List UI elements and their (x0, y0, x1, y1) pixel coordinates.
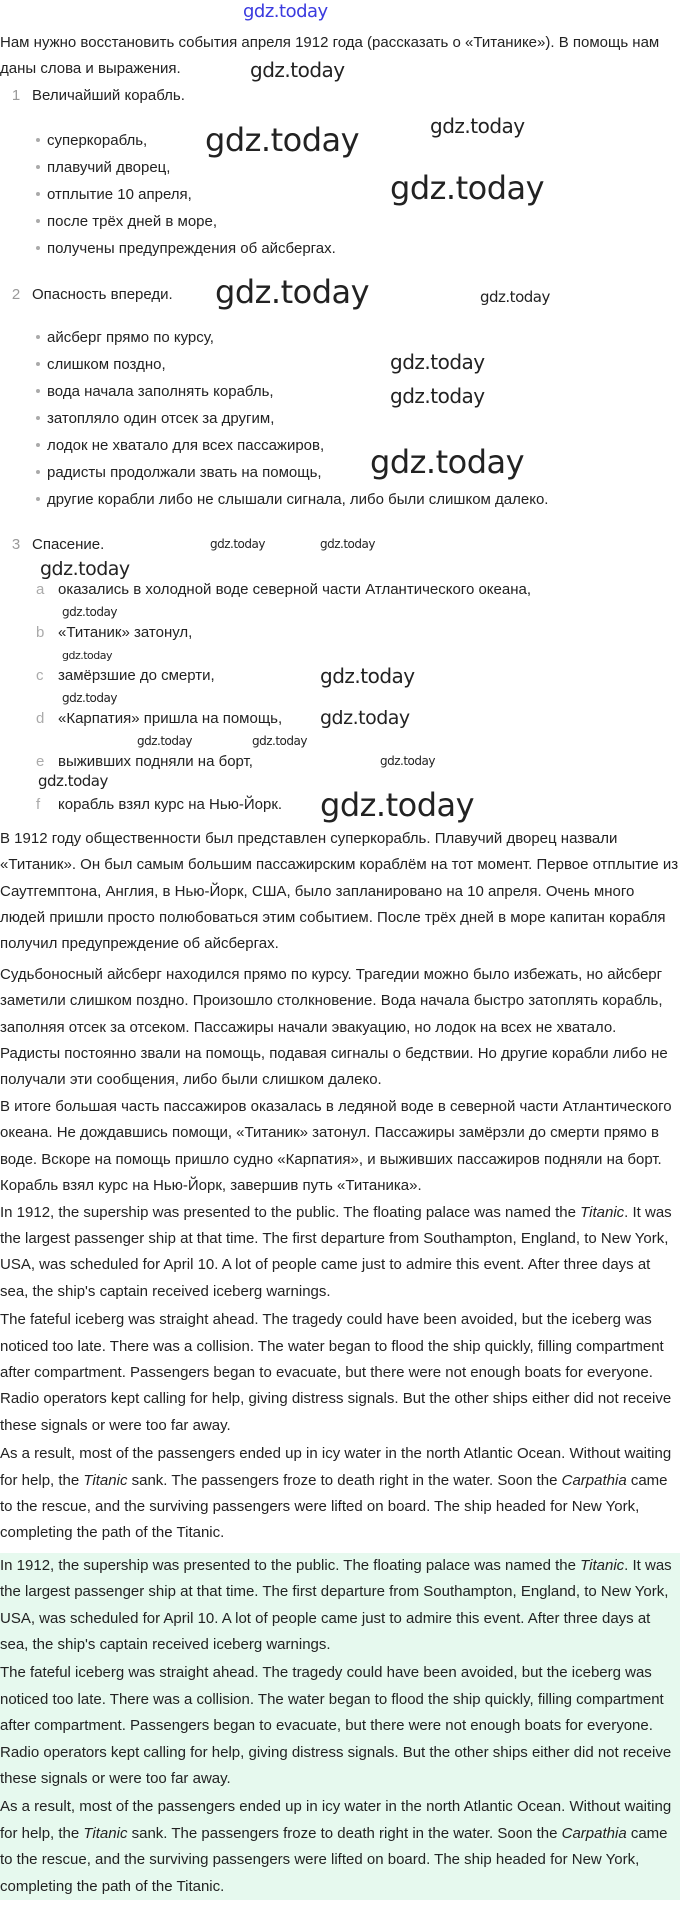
list-item (36, 378, 680, 408)
text: As a result, most of the passengers ended up in icy water in the north Atlantic Ocean. Without waiting for help, the (0, 1445, 672, 1489)
ship-name: Carpathia (561, 1471, 627, 1489)
section-title: Величайший корабль. (32, 86, 185, 104)
list-item-text: отплытие 10 апреля, (47, 185, 192, 203)
bullet-icon (36, 138, 40, 142)
english-paragraph (0, 1794, 680, 1900)
text: . It was the largest passenger ship at that time. The first departure from Southampton, England, to New York, USA, was scheduled for April 10. A lot of people came just to admire this event. After three days at sea, the ship's captain received iceberg warnings. (0, 1203, 672, 1300)
bullet-icon (36, 362, 40, 366)
section-title: Опасность впереди. (32, 285, 173, 303)
text: As a result, most of the passengers ended up in icy water in the north Atlantic Ocean. Without waiting for help, the (0, 1798, 672, 1842)
watermark: gdz.today (252, 734, 307, 748)
watermark: gdz.today (480, 288, 550, 306)
bullet-icon (36, 192, 40, 196)
watermark: gdz.today (320, 707, 410, 729)
list-item (36, 486, 680, 513)
list-item (36, 351, 680, 378)
russian-paragraph: Судьбоносный айсберг находился прямо по курсу. Трагедии можно было избежать, но айсберг заметили слишком поздно. Произошло столкновение. Вода начала быстро затоплять корабль, заполняя отсек за отсеком. Пассажиры начали эвакуацию, но лодок на всех не хватало. Радисты постоянно звали на помощь, подавая сигналы о бедствии. Но другие корабли либо не получали эти сообщения, либо были слишком далеко. (0, 965, 668, 1089)
list-item-text: выживших подняли на борт, (58, 752, 253, 770)
list-item-text: другие корабли либо не слышали сигнала, либо были слишком далеко. (47, 490, 549, 508)
watermark: gdz.today (40, 558, 130, 580)
item-letter: c (36, 666, 44, 684)
list-item-text: «Титаник» затонул, (58, 623, 193, 641)
list-item-text: получены предупреждения об айсбергах. (47, 239, 336, 257)
watermark: gdz.today (390, 350, 485, 374)
watermark: gdz.today (205, 121, 360, 159)
text: came to the rescue, and the surviving passengers were lifted on board. The ship headed for New York, completing the path of the Titanic. (0, 1824, 668, 1895)
bullet-icon (36, 219, 40, 223)
list-item (36, 459, 680, 486)
watermark: gdz.today (62, 691, 117, 705)
item-letter: f (36, 795, 41, 813)
english-paragraph: The fateful iceberg was straight ahead. The tragedy could have been avoided, but the iceberg was noticed too late. There was a collision. The water began to flood the ship quickly, filling compartment after compartment. Passengers began to evacuate, but there were not enough boats for everyone. Radio operators kept calling for help, giving distress signals. But the other ships either did not receive these signals or were too far away. (0, 1311, 672, 1434)
list-item-text: затопляло один отсек за другим, (47, 409, 275, 427)
list-item-text: корабль взял курс на Нью-Йорк. (58, 795, 283, 813)
watermark: gdz.today (215, 273, 370, 311)
bullet-icon (36, 335, 40, 339)
watermark: gdz.today (320, 664, 415, 688)
english-paragraph: The fateful iceberg was straight ahead. The tragedy could have been avoided, but the iceberg was noticed too late. There was a collision. The water began to flood the ship quickly, filling compartment after compartment. Passengers began to evacuate, but there were not enough boats for everyone. Radio operators kept calling for help, giving distress signals. But the other ships either did not receive these signals or were too far away. (0, 1664, 672, 1788)
english-story-answer (0, 1553, 680, 1900)
list-item (36, 208, 680, 235)
english-paragraph (0, 1441, 680, 1547)
list-item (36, 432, 680, 459)
watermark: gdz.today (370, 443, 525, 481)
list-item (36, 611, 680, 654)
bullet-icon (36, 497, 40, 501)
text: . It was the largest passenger ship at that time. The first departure from Southampton, England, to New York, USA, was scheduled for April 10. A lot of people came just to admire this event. After three days at sea, the ship's captain received iceberg warnings. (0, 1556, 672, 1653)
section-2-list (0, 324, 680, 513)
english-paragraph (0, 1553, 680, 1659)
list-item (36, 405, 680, 432)
watermark: gdz.today (38, 772, 108, 790)
list-item (36, 324, 680, 351)
watermark: gdz.today (390, 384, 485, 408)
item-letter: d (36, 709, 45, 727)
list-item-text: айсберг прямо по курсу, (47, 328, 214, 346)
english-story (0, 1200, 680, 1547)
watermark: gdz.today (62, 649, 113, 662)
section-number: 2 (11, 285, 21, 303)
list-item (36, 235, 680, 262)
ship-name: Carpathia (561, 1824, 627, 1842)
watermark-top: gdz.today (243, 1, 328, 22)
watermark: gdz.today (210, 537, 265, 551)
list-item-text: после трёх дней в море, (47, 212, 218, 230)
text: sank. The passengers froze to death right in the water. Soon the (127, 1471, 562, 1489)
watermark: gdz.today (250, 58, 345, 82)
bullet-icon (36, 246, 40, 250)
list-item-text: замёрзшие до смерти, (58, 666, 215, 684)
english-paragraph (0, 1200, 680, 1306)
russian-paragraph: В 1912 году общественности был представлен суперкорабль. Плавучий дворец назвали «Титаник». Он был самым большим пассажирским кораблём на тот момент. Первое отплытие из Саутгемптона, Англия, в Нью-Йорк, США, было запланировано на 10 апреля. Очень много людей пришли просто полюбоваться этим событием. После трёх дней в море капитан корабля получил предупреждение об айсбергах. (0, 829, 679, 953)
list-item-text: «Карпатия» пришла на помощь, (58, 709, 283, 727)
ship-name: Titanic (83, 1824, 128, 1842)
text: In 1912, the supership was presented to the public. The floating palace was named the (0, 1556, 581, 1574)
item-letter: e (36, 752, 45, 770)
bullet-icon (36, 470, 40, 474)
item-letter: a (36, 580, 45, 598)
russian-paragraph: В итоге большая часть пассажиров оказалась в ледяной воде в северной части Атлантического океана. Не дождавшись помощи, «Титаник» затонул. Пассажиры замёрзли до смерти прямо в воде. Вскоре на помощь пришло судно «Карпатия», и выживших пассажиров подняли на борт. Корабль взял курс на Нью-Йорк, завершив путь «Титаника». (0, 1097, 672, 1195)
watermark: gdz.today (390, 169, 545, 207)
text: came to the rescue, and the surviving passengers were lifted on board. The ship headed for New York, completing the path of the Titanic. (0, 1471, 668, 1542)
list-item-text: слишком поздно, (47, 355, 166, 373)
ship-name: Titanic (580, 1203, 625, 1221)
watermark: gdz.today (62, 605, 117, 619)
watermark: gdz.today (320, 786, 475, 824)
section-title: Спасение. (32, 535, 105, 553)
text: sank. The passengers froze to death right in the water. Soon the (127, 1824, 562, 1842)
watermark: gdz.today (380, 754, 435, 768)
list-item-text: радисты продолжали звать на помощь, (47, 463, 322, 481)
section-number: 1 (11, 86, 21, 104)
list-item-text: суперкорабль, (47, 131, 148, 149)
item-letter: b (36, 623, 45, 641)
watermark: gdz.today (137, 734, 192, 748)
bullet-icon (36, 389, 40, 393)
list-item-text: оказались в холодной воде северной части Атлантического океана, (58, 580, 532, 598)
text: In 1912, the supership was presented to the public. The floating palace was named the (0, 1203, 581, 1221)
intro-text: Нам нужно восстановить события апреля 1912 года (рассказать о «Титанике»). В помощь нам даны слова и выражения. (0, 34, 660, 78)
list-item (36, 181, 680, 208)
watermark: gdz.today (430, 114, 525, 138)
list-item-text: лодок не хватало для всех пассажиров, (47, 436, 325, 454)
section-number: 3 (11, 535, 21, 553)
list-item-text: вода начала заполнять корабль, (47, 382, 274, 400)
list-item (36, 740, 680, 783)
list-item (36, 568, 680, 611)
bullet-icon (36, 443, 40, 447)
section-1-heading (0, 83, 680, 109)
bullet-icon (36, 165, 40, 169)
ship-name: Titanic (580, 1556, 625, 1574)
watermark: gdz.today (320, 537, 375, 551)
ship-name: Titanic (83, 1471, 128, 1489)
list-item-text: плавучий дворец, (47, 158, 171, 176)
bullet-icon (36, 416, 40, 420)
